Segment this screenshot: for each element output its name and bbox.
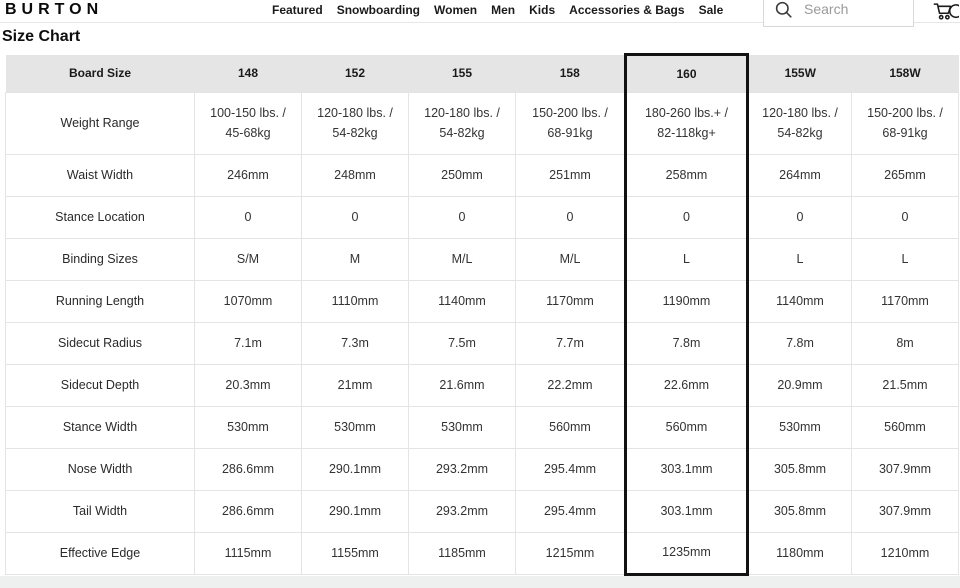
- cell-weight-range-160: 180-260 lbs.+ / 82-118kg+: [626, 93, 748, 155]
- cell-tail-width-160: 303.1mm: [626, 491, 748, 533]
- cell-stance-width-160: 560mm: [626, 407, 748, 449]
- cell-waist-width-152: 248mm: [302, 155, 409, 197]
- cell-sidecut-depth-152: 21mm: [302, 365, 409, 407]
- cell-stance-location-148: 0: [195, 197, 302, 239]
- cell-stance-location-158: 0: [516, 197, 626, 239]
- cell-sidecut-radius-158w: 8m: [852, 323, 959, 365]
- cell-sidecut-depth-148: 20.3mm: [195, 365, 302, 407]
- cell-stance-location-155: 0: [409, 197, 516, 239]
- cell-binding-sizes-155: M/L: [409, 239, 516, 281]
- cell-effective-edge-155w: 1180mm: [748, 533, 852, 575]
- column-header-160: 160: [626, 55, 748, 93]
- cell-weight-range-155w: 120-180 lbs. / 54-82kg: [748, 93, 852, 155]
- row-label-sidecut-depth: Sidecut Depth: [6, 365, 195, 407]
- column-header-board-size: Board Size: [6, 55, 195, 93]
- table-body: [6, 93, 959, 575]
- cell-effective-edge-158: 1215mm: [516, 533, 626, 575]
- cell-sidecut-radius-155w: 7.8m: [748, 323, 852, 365]
- row-label-effective-edge: Effective Edge: [6, 533, 195, 575]
- nav-item-sale[interactable]: Sale: [698, 3, 724, 17]
- cell-weight-range-158w: 150-200 lbs. / 68-91kg: [852, 93, 959, 155]
- cell-binding-sizes-158w: L: [852, 239, 959, 281]
- search-box[interactable]: [763, 0, 914, 27]
- table-row-nose-width: [6, 449, 959, 491]
- cell-effective-edge-152: 1155mm: [302, 533, 409, 575]
- table-row-sidecut-depth: [6, 365, 959, 407]
- nav-item-men[interactable]: Men: [491, 3, 516, 17]
- cell-binding-sizes-160: L: [626, 239, 748, 281]
- cell-stance-width-158: 560mm: [516, 407, 626, 449]
- cell-weight-range-152: 120-180 lbs. / 54-82kg: [302, 93, 409, 155]
- cell-stance-width-155w: 530mm: [748, 407, 852, 449]
- column-header-155w: 155W: [748, 55, 852, 93]
- cell-tail-width-152: 290.1mm: [302, 491, 409, 533]
- cell-waist-width-158: 251mm: [516, 155, 626, 197]
- row-label-sidecut-radius: Sidecut Radius: [6, 323, 195, 365]
- cell-running-length-158: 1170mm: [516, 281, 626, 323]
- cell-tail-width-155: 293.2mm: [409, 491, 516, 533]
- table-row-tail-width: [6, 491, 959, 533]
- cell-stance-location-152: 0: [302, 197, 409, 239]
- row-label-stance-location: Stance Location: [6, 197, 195, 239]
- row-label-stance-width: Stance Width: [6, 407, 195, 449]
- table-row-weight-range: [6, 93, 959, 155]
- size-chart-table: [5, 53, 959, 576]
- column-header-152: 152: [302, 55, 409, 93]
- row-label-nose-width: Nose Width: [6, 449, 195, 491]
- table-row-sidecut-radius: [6, 323, 959, 365]
- column-header-158w: 158W: [852, 55, 959, 93]
- cell-weight-range-158: 150-200 lbs. / 68-91kg: [516, 93, 626, 155]
- table-row-effective-edge: [6, 533, 959, 575]
- nav-item-snowboarding[interactable]: Snowboarding: [336, 3, 421, 17]
- row-label-tail-width: Tail Width: [6, 491, 195, 533]
- row-label-running-length: Running Length: [6, 281, 195, 323]
- cell-nose-width-148: 286.6mm: [195, 449, 302, 491]
- burton-logo[interactable]: BURTON: [5, 1, 104, 18]
- row-label-binding-sizes: Binding Sizes: [6, 239, 195, 281]
- cell-stance-width-148: 530mm: [195, 407, 302, 449]
- cell-running-length-158w: 1170mm: [852, 281, 959, 323]
- cell-nose-width-160: 303.1mm: [626, 449, 748, 491]
- cell-nose-width-152: 290.1mm: [302, 449, 409, 491]
- cell-stance-width-158w: 560mm: [852, 407, 959, 449]
- cell-effective-edge-155: 1185mm: [409, 533, 516, 575]
- cell-waist-width-158w: 265mm: [852, 155, 959, 197]
- nav-item-women[interactable]: Women: [434, 3, 478, 17]
- table-row-running-length: [6, 281, 959, 323]
- cell-sidecut-radius-160: 7.8m: [626, 323, 748, 365]
- column-header-148: 148: [195, 55, 302, 93]
- cell-running-length-148: 1070mm: [195, 281, 302, 323]
- cell-waist-width-148: 246mm: [195, 155, 302, 197]
- cart-icon: [933, 2, 959, 21]
- cell-tail-width-155w: 305.8mm: [748, 491, 852, 533]
- cell-nose-width-155w: 305.8mm: [748, 449, 852, 491]
- page-background-strip: [0, 576, 960, 588]
- cell-effective-edge-148: 1115mm: [195, 533, 302, 575]
- column-header-158: 158: [516, 55, 626, 93]
- cell-stance-location-158w: 0: [852, 197, 959, 239]
- search-input[interactable]: [802, 0, 902, 18]
- cell-sidecut-radius-148: 7.1m: [195, 323, 302, 365]
- cell-sidecut-depth-160: 22.6mm: [626, 365, 748, 407]
- cell-nose-width-155: 293.2mm: [409, 449, 516, 491]
- table-row-stance-location: [6, 197, 959, 239]
- cell-binding-sizes-152: M: [302, 239, 409, 281]
- cell-sidecut-depth-158w: 21.5mm: [852, 365, 959, 407]
- cell-tail-width-158w: 307.9mm: [852, 491, 959, 533]
- cell-nose-width-158: 295.4mm: [516, 449, 626, 491]
- cart-button[interactable]: [933, 2, 960, 22]
- table-header-row: [6, 55, 959, 93]
- cell-weight-range-148: 100-150 lbs. / 45-68kg: [195, 93, 302, 155]
- cell-effective-edge-160: 1235mm: [626, 533, 748, 575]
- cell-sidecut-radius-158: 7.7m: [516, 323, 626, 365]
- cell-stance-location-160: 0: [626, 197, 748, 239]
- page-title: Size Chart: [2, 28, 81, 45]
- row-label-waist-width: Waist Width: [6, 155, 195, 197]
- cell-sidecut-depth-155w: 20.9mm: [748, 365, 852, 407]
- nav-item-accessories-bags[interactable]: Accessories & Bags: [569, 3, 685, 17]
- cell-stance-location-155w: 0: [748, 197, 852, 239]
- nav-item-featured[interactable]: Featured: [272, 3, 323, 17]
- main-nav: [272, 3, 723, 17]
- cell-running-length-152: 1110mm: [302, 281, 409, 323]
- cell-nose-width-158w: 307.9mm: [852, 449, 959, 491]
- cell-tail-width-158: 295.4mm: [516, 491, 626, 533]
- cell-running-length-155: 1140mm: [409, 281, 516, 323]
- cell-tail-width-148: 286.6mm: [195, 491, 302, 533]
- cell-effective-edge-158w: 1210mm: [852, 533, 959, 575]
- cell-running-length-155w: 1140mm: [748, 281, 852, 323]
- cell-sidecut-depth-158: 22.2mm: [516, 365, 626, 407]
- column-header-155: 155: [409, 55, 516, 93]
- cell-binding-sizes-155w: L: [748, 239, 852, 281]
- cell-waist-width-160: 258mm: [626, 155, 748, 197]
- cell-weight-range-155: 120-180 lbs. / 54-82kg: [409, 93, 516, 155]
- cell-sidecut-radius-152: 7.3m: [302, 323, 409, 365]
- cell-sidecut-radius-155: 7.5m: [409, 323, 516, 365]
- cell-running-length-160: 1190mm: [626, 281, 748, 323]
- row-label-weight-range: Weight Range: [6, 93, 195, 155]
- nav-item-kids[interactable]: Kids: [529, 3, 556, 17]
- cell-binding-sizes-158: M/L: [516, 239, 626, 281]
- cell-waist-width-155: 250mm: [409, 155, 516, 197]
- cell-stance-width-155: 530mm: [409, 407, 516, 449]
- cell-binding-sizes-148: S/M: [195, 239, 302, 281]
- cell-sidecut-depth-155: 21.6mm: [409, 365, 516, 407]
- table-row-binding-sizes: [6, 239, 959, 281]
- cell-waist-width-155w: 264mm: [748, 155, 852, 197]
- table-row-stance-width: [6, 407, 959, 449]
- cell-stance-width-152: 530mm: [302, 407, 409, 449]
- search-icon: [774, 0, 793, 19]
- table-row-waist-width: [6, 155, 959, 197]
- top-nav-bar: [0, 0, 960, 23]
